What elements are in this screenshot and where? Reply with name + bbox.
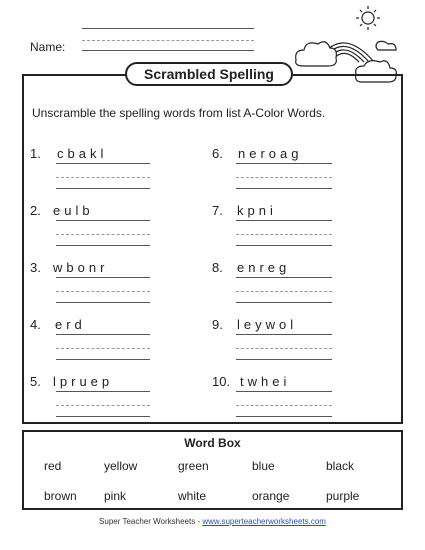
- scrambled-item[interactable]: [30, 317, 190, 367]
- answer-line: [236, 391, 332, 392]
- item-number: 9.: [212, 317, 223, 332]
- answer-line: [56, 391, 150, 392]
- item-number: 6.: [212, 146, 223, 161]
- worksheet-title: Scrambled Spelling: [125, 62, 293, 86]
- scrambled-word: eulb: [53, 203, 94, 218]
- answer-guide-dashed: [56, 405, 150, 406]
- word-box-word: pink: [104, 489, 127, 503]
- name-guide-dashed: [82, 40, 254, 41]
- answer-line: [56, 277, 150, 278]
- scrambled-word: enreg: [237, 260, 291, 275]
- answer-line: [56, 220, 150, 221]
- footer: [0, 517, 425, 526]
- answer-line: [56, 163, 150, 164]
- word-box-word: blue: [252, 459, 275, 473]
- word-box-word: white: [178, 489, 207, 503]
- item-number: 3.: [30, 260, 41, 275]
- scrambled-item[interactable]: [212, 146, 372, 196]
- answer-line-bottom: [236, 359, 332, 360]
- word-box-word: red: [44, 459, 62, 473]
- item-number: 5.: [30, 374, 41, 389]
- instructions-text: Unscramble the spelling words from list A-Color Words.: [32, 106, 326, 120]
- item-number: 2.: [30, 203, 41, 218]
- answer-line: [56, 334, 150, 335]
- footer-text: Super Teacher Worksheets -: [99, 517, 203, 526]
- item-number: 10.: [212, 374, 231, 389]
- answer-line-bottom: [56, 245, 150, 246]
- word-box-title: Word Box: [184, 436, 241, 450]
- scrambled-word: leywol: [237, 317, 298, 332]
- answer-guide-dashed: [236, 234, 332, 235]
- scrambled-word: kpni: [237, 203, 277, 218]
- scrambled-word: erd: [55, 317, 86, 332]
- scrambled-item[interactable]: [30, 146, 190, 196]
- item-number: 4.: [30, 317, 41, 332]
- answer-guide-dashed: [56, 291, 150, 292]
- answer-line-bottom: [236, 245, 332, 246]
- answer-guide-dashed: [56, 177, 150, 178]
- footer-link[interactable]: www.superteacherworksheets.com: [202, 517, 326, 526]
- answer-line-bottom: [56, 188, 150, 189]
- word-box-word: black: [326, 459, 355, 473]
- scrambled-item[interactable]: [212, 374, 372, 424]
- scrambled-item[interactable]: [30, 374, 190, 424]
- item-number: 1.: [30, 146, 41, 161]
- word-box-word: purple: [326, 489, 360, 503]
- scrambled-word: cbakl: [57, 146, 108, 161]
- scrambled-item[interactable]: [30, 260, 190, 310]
- answer-guide-dashed: [56, 348, 150, 349]
- item-number: 7.: [212, 203, 223, 218]
- word-box-word: yellow: [104, 459, 138, 473]
- name-line: [82, 28, 254, 29]
- answer-line-bottom: [56, 359, 150, 360]
- scrambled-word: twhei: [240, 374, 291, 389]
- word-box-word: green: [178, 459, 209, 473]
- answer-line-bottom: [236, 416, 332, 417]
- scrambled-item[interactable]: [212, 203, 372, 253]
- name-line-bottom: [82, 50, 254, 51]
- scrambled-item[interactable]: [30, 203, 190, 253]
- word-box-word: brown: [44, 489, 77, 503]
- answer-guide-dashed: [236, 405, 332, 406]
- scrambled-word: wbonr: [53, 260, 109, 275]
- answer-line: [236, 334, 332, 335]
- word-box-word: orange: [252, 489, 290, 503]
- scrambled-item[interactable]: [212, 260, 372, 310]
- word-box: [22, 430, 403, 510]
- answer-guide-dashed: [236, 177, 332, 178]
- scrambled-word: lpruep: [53, 374, 114, 389]
- scrambled-item[interactable]: [212, 317, 372, 367]
- name-label: Name:: [30, 40, 66, 54]
- answer-line: [236, 277, 332, 278]
- answer-line-bottom: [236, 188, 332, 189]
- name-field[interactable]: [30, 18, 260, 62]
- answer-guide-dashed: [236, 348, 332, 349]
- answer-guide-dashed: [56, 234, 150, 235]
- scrambled-word: neroag: [238, 146, 303, 161]
- item-number: 8.: [212, 260, 223, 275]
- answer-line-bottom: [56, 302, 150, 303]
- answer-line-bottom: [236, 302, 332, 303]
- answer-line: [236, 163, 332, 164]
- answer-line-bottom: [56, 416, 150, 417]
- answer-guide-dashed: [236, 291, 332, 292]
- answer-line: [236, 220, 332, 221]
